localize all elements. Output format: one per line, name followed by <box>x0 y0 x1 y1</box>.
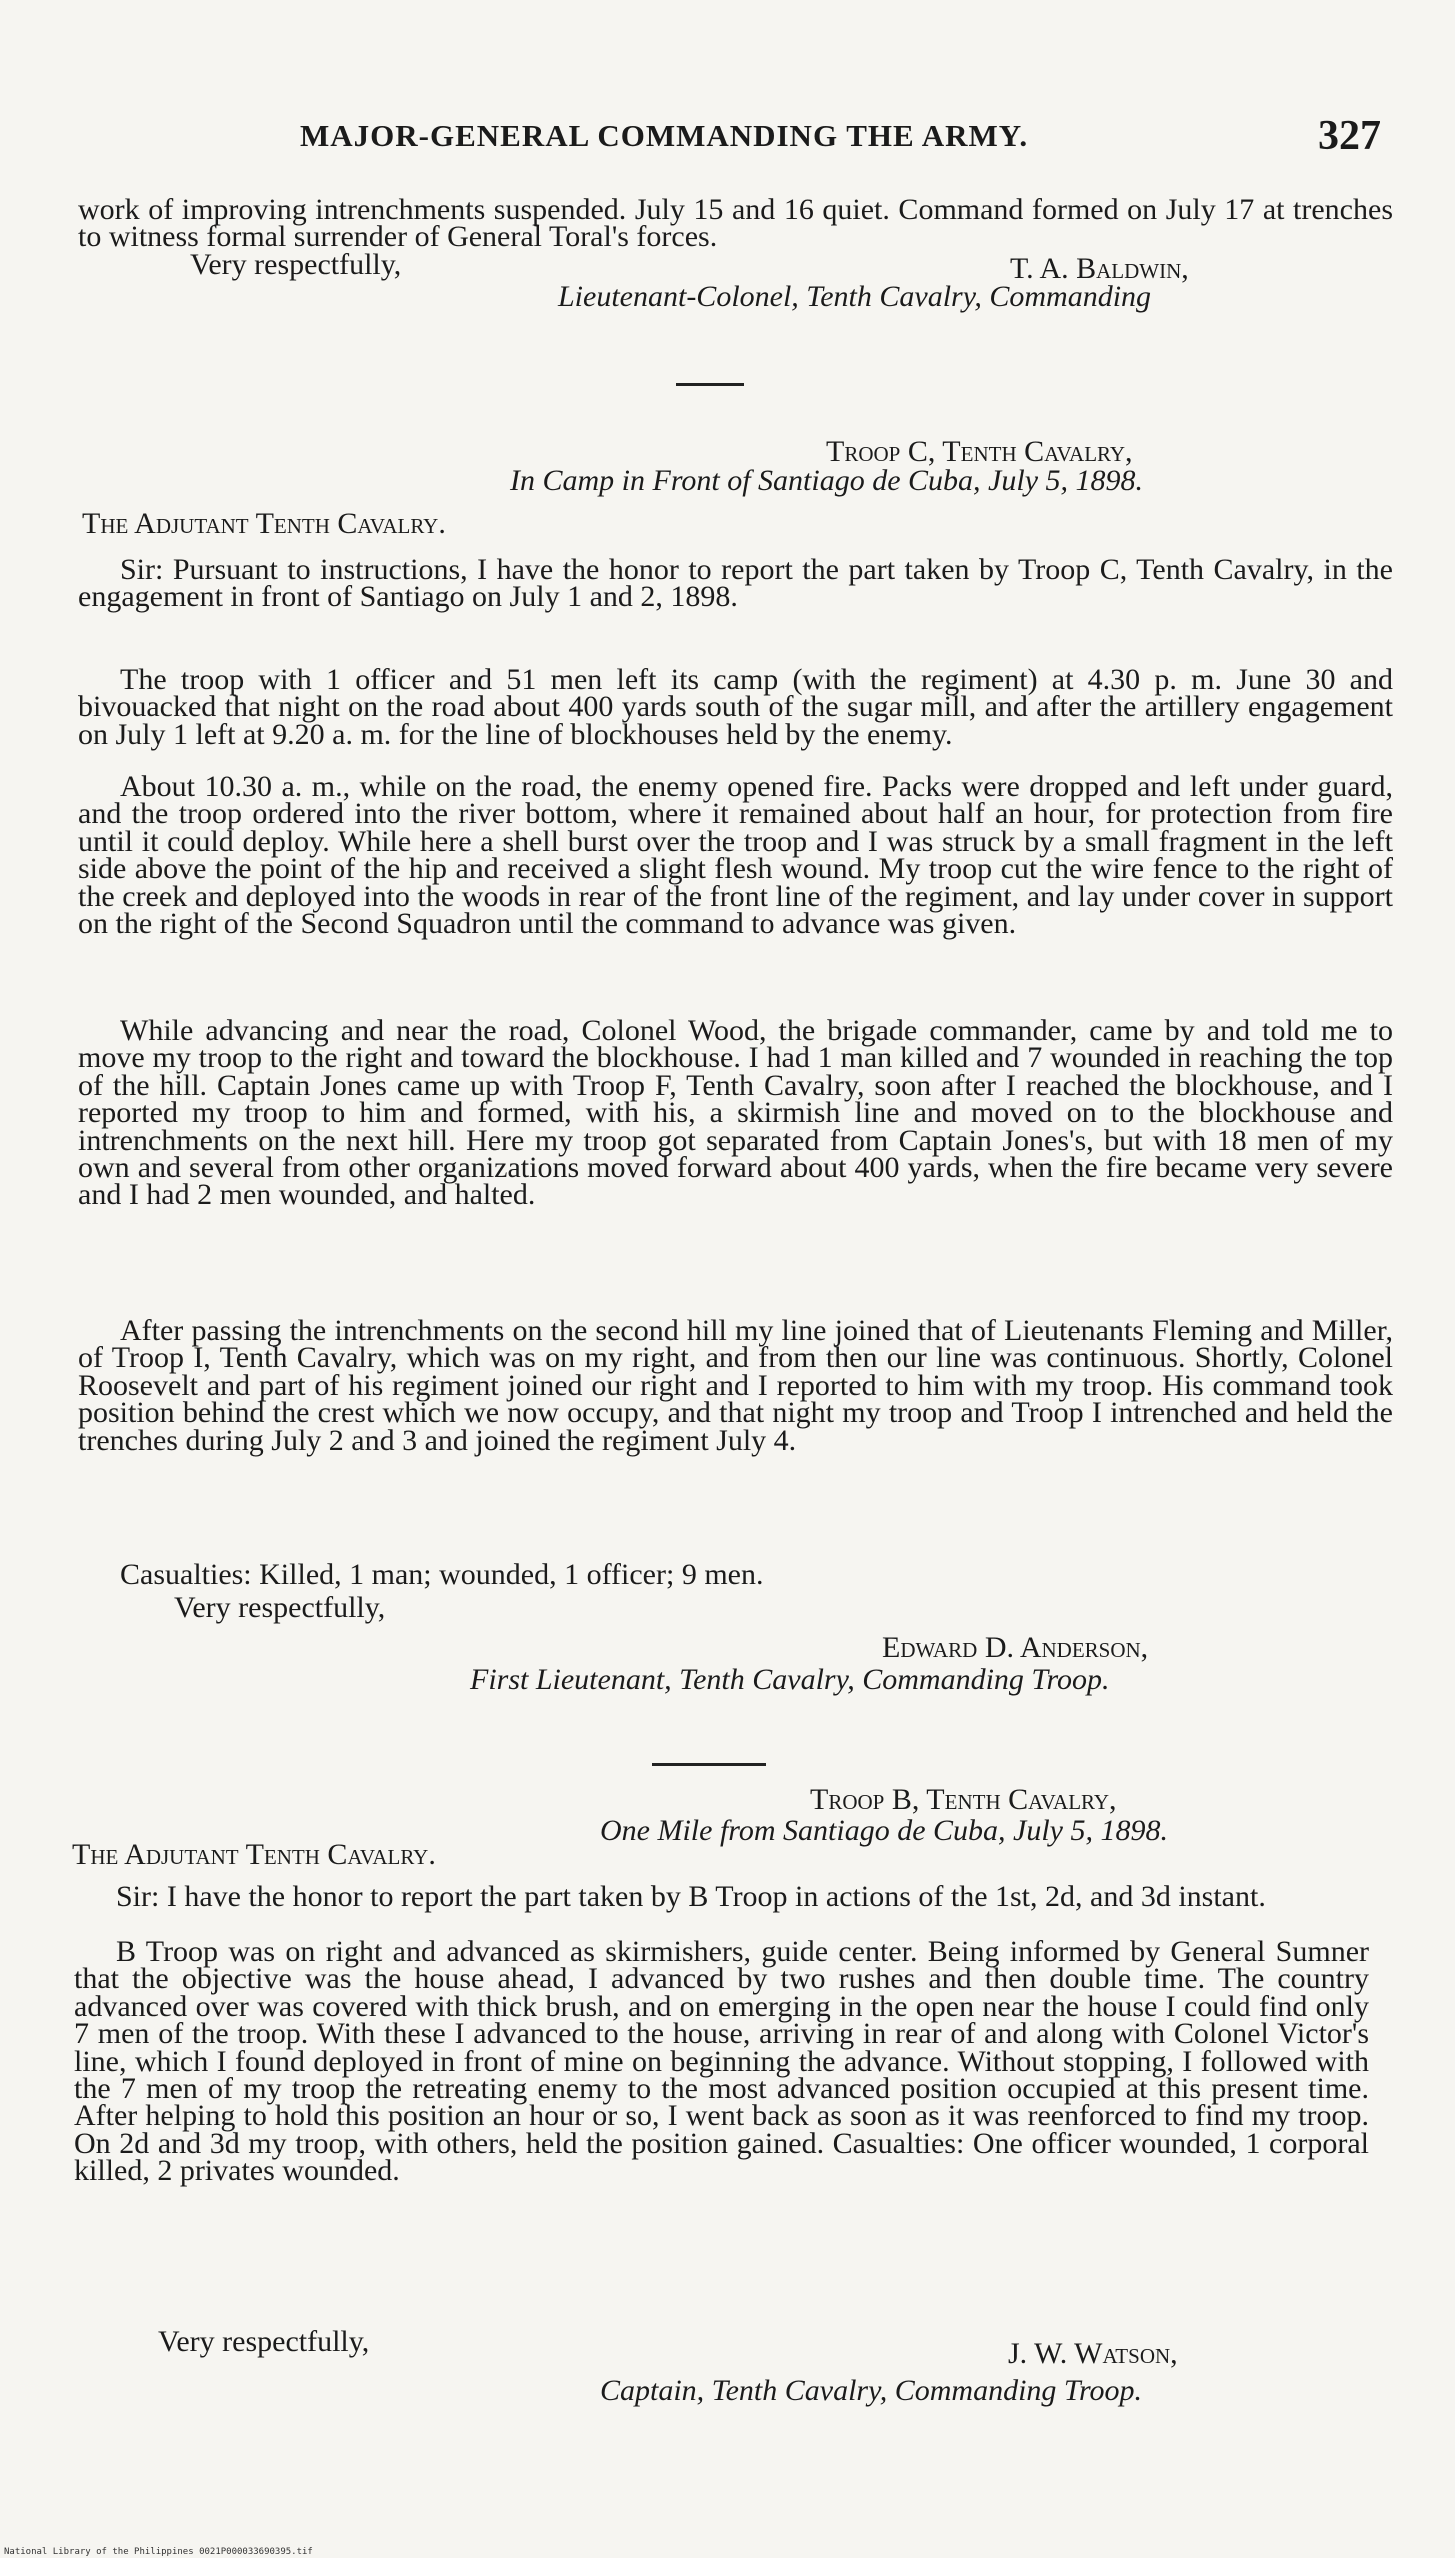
section-divider <box>652 1763 766 1766</box>
report1-closing: Very respectfully, <box>190 248 402 281</box>
report2-paragraph: About 10.30 a. m., while on the road, the enemy opened fire. Packs were dropped and left under guard, and the troop ordered into the river bottom, where it remained about half an hour, for protection from fire until it could deploy. While here a shell burst over the troop and I was struck by a small fragment in the left side above the point of the hip and received a slight flesh wound. My troop cut the wire fence to the right of the creek and deployed into the woods in rear of the front line of the regiment, and lay under cover in support on the right of the Second Squadron until the command to advance was given. <box>78 770 1393 941</box>
running-head: MAJOR-GENERAL COMMANDING THE ARMY. <box>300 118 1029 153</box>
report3-closing: Very respectfully, <box>158 2325 370 2358</box>
scan-footer-label: National Library of the Philippines 0021P000033690395.tif <box>4 2547 313 2557</box>
report2-paragraph: Casualties: Killed, 1 man; wounded, 1 officer; 9 men. <box>120 1558 764 1591</box>
report1-continuation: work of improving intrenchments suspended. July 15 and 16 quiet. Command formed on July 17 at trenches to witness formal surrender of General Toral's forces. <box>78 193 1393 254</box>
report3-paragraph: Sir: I have the honor to report the part taken by B Troop in actions of the 1st, 2d, and 3d instant. <box>116 1880 1266 1913</box>
report1-signer: T. A. Baldwin, <box>1010 252 1189 285</box>
report2-paragraph: Sir: Pursuant to instructions, I have the honor to report the part taken by Troop C, Tenth Cavalry, in the engagement in front of Santiago on July 1 and 2, 1898. <box>78 553 1393 614</box>
report2-closing: Very respectfully, <box>174 1591 386 1624</box>
report2-paragraph: After passing the intrenchments on the second hill my line joined that of Lieutenants Fleming and Miller, of Troop I, Tenth Cavalry, which was on my right, and from then our line was continuous. Shortly, Colonel Roosevelt and part of his regiment joined our right and I reported to him with my troop. His command took position behind the crest which we now occupy, and that night my troop and Troop I intrenched and held the trenches during July 2 and 3 and joined the regiment July 4. <box>78 1314 1393 1457</box>
report2-heading: Troop C, Tenth Cavalry, <box>826 435 1133 468</box>
report2-paragraph: While advancing and near the road, Colonel Wood, the brigade commander, came by and told me to move my troop to the right and toward the blockhouse. I had 1 man killed and 7 wounded in reaching the top of the hill. Captain Jones came up with Troop F, Tenth Cavalry, soon after I reached the blockhouse, and I reported my troop to him and formed, with his, a skirmish line and moved on to the blockhouse and intrenchments on the next hill. Here my troop got separated from Captain Jones's, but with 18 men of my own and several from other organizations moved forward about 400 yards, when the fire became very severe and I had 2 men wounded, and halted. <box>78 1014 1393 1212</box>
report2-place-date: In Camp in Front of Santiago de Cuba, July 5, 1898. <box>510 464 1144 497</box>
report3-heading: Troop B, Tenth Cavalry, <box>810 1783 1117 1816</box>
report2-signer: Edward D. Anderson, <box>882 1631 1149 1664</box>
report2-paragraph: The troop with 1 officer and 51 men left its camp (with the regiment) at 4.30 p. m. June 30 and bivouacked that night on the road about 400 yards south of the sugar mill, and after the artillery engagement on July 1 left at 9.20 a. m. for the line of blockhouses held by the enemy. <box>78 663 1393 751</box>
report3-place-date: One Mile from Santiago de Cuba, July 5, 1898. <box>600 1814 1168 1847</box>
report3-signer: J. W. Watson, <box>1008 2337 1178 2370</box>
page-number: 327 <box>1318 113 1381 159</box>
section-divider <box>676 383 744 386</box>
report3-addressee: The Adjutant Tenth Cavalry. <box>72 1838 436 1871</box>
report1-signer-title: Lieutenant-Colonel, Tenth Cavalry, Commanding <box>558 280 1152 313</box>
report3-signer-title: Captain, Tenth Cavalry, Commanding Troop. <box>600 2374 1143 2407</box>
report2-addressee: The Adjutant Tenth Cavalry. <box>82 507 446 540</box>
report3-paragraph: B Troop was on right and advanced as skirmishers, guide center. Being informed by General Sumner that the objective was the house ahead, I advanced by two rushes and then double time. The country advanced over was covered with thick brush, and on emerging in the open near the house I could find only 7 men of the troop. With these I advanced to the house, arriving in rear of and along with Colonel Victor's line, which I found deployed in front of mine on beginning the advance. Without stopping, I followed with the 7 men of my troop the retreating enemy to the most advanced position occupied at this present time. After helping to hold this position an hour or so, I went back as soon as it was reenforced to find my troop. On 2d and 3d my troop, with others, held the position gained. Casualties: One officer wounded, 1 corporal killed, 2 privates wounded. <box>74 1935 1369 2188</box>
report2-signer-title: First Lieutenant, Tenth Cavalry, Commanding Troop. <box>470 1663 1110 1696</box>
